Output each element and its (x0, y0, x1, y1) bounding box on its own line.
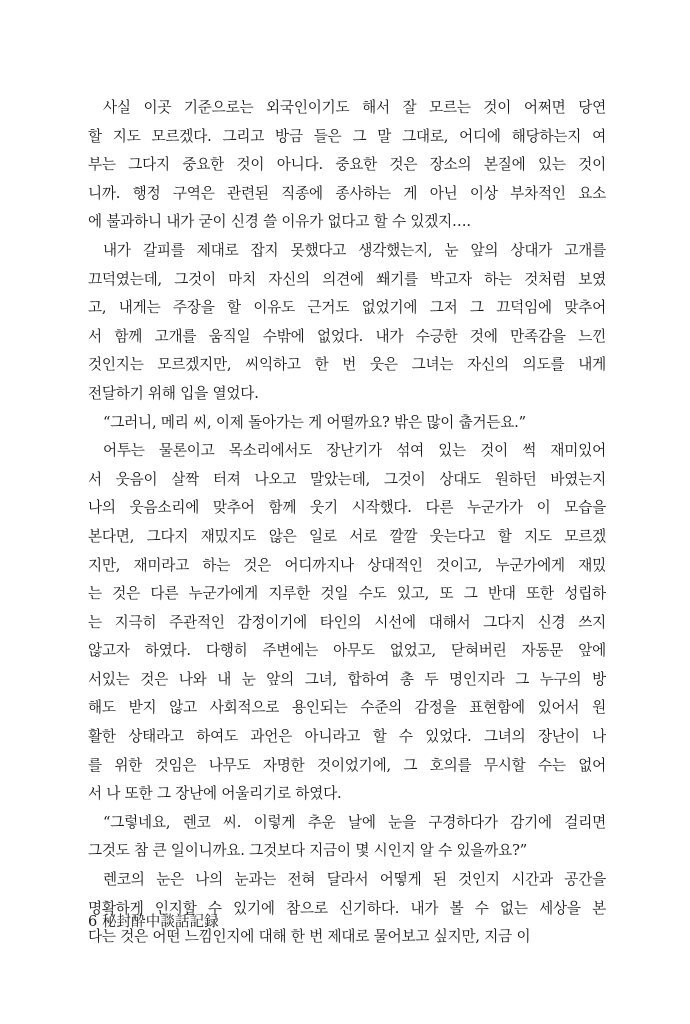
text-line: 내가 갈피를 제대로 잡지 못했다고 생각했는지, 눈 앞의 상대가 고개를 (103, 241, 606, 259)
text-line: 전달하기 위해 입을 열었다. (88, 384, 259, 402)
text-line: 서있는 것은 나와 내 눈 앞의 그녀, 합하여 총 두 명인지라 그 누구의 방 (88, 670, 606, 688)
text-line: 는 지극히 주관적인 감정이기에 타인의 시선에 대해서 그다지 신경 쓰지 (88, 613, 606, 631)
text-line: 다는 것은 어떤 느낌인지에 대해 한 번 제대로 물어보고 싶지만, 지금 이 (88, 928, 531, 946)
text-line: 지만, 재미라고 하는 것은 어디까지나 상대적인 것이고, 누군가에게 재밌 (88, 556, 606, 574)
text-line: 본다면, 그다지 재밌지도 않은 일로 서로 깔깔 웃는다고 할 지도 모르겠 (88, 527, 606, 545)
text-line: 활한 상태라고 하여도 과언은 아니라고 할 수 있었다. 그녀의 장난이 나 (88, 728, 606, 746)
page-number: 6 (88, 913, 98, 930)
text-line: 나의 웃음소리에 맞추어 함께 웃기 시작했다. 다른 누군가가 이 모습을 (88, 499, 606, 517)
text-line: 않고자 하였다. 다행히 주변에는 아무도 없었고, 닫혀버린 자동문 앞에 (88, 642, 606, 660)
text-line: 를 위한 것임은 나무도 자명한 것이었기에, 그 호의를 무시할 수는 없어 (88, 756, 606, 774)
text-line: 니까. 행정 구역은 관련된 직종에 종사하는 게 아닌 이상 부차적인 요소 (88, 184, 606, 202)
body-text (88, 94, 606, 952)
text-line: “그렇네요, 렌코 씨. 이렇게 추운 날에 눈을 구경하다가 감기에 걸리면 (103, 813, 606, 831)
text-line: 에 불과하니 내가 굳이 신경 쓸 이유가 없다고 할 수 있겠지…. (88, 213, 471, 231)
text-line: 는 것은 다른 누군가에게 지루한 것일 수도 있고, 또 그 반대 또한 성립하 (88, 585, 606, 603)
text-line: 고, 내게는 주장을 할 이유도 근거도 없었기에 그저 그 끄덕임에 맞추어 (88, 299, 606, 317)
text-line: 서 함께 고개를 움직일 수밖에 없었다. 내가 수긍한 것에 만족감을 느낀 (88, 327, 606, 345)
text-line: 부는 그다지 중요한 것이 아니다. 중요한 것은 장소의 본질에 있는 것이 (88, 156, 606, 174)
text-line: 것인지는 모르겠지만, 씨익하고 한 번 웃은 그녀는 자신의 의도를 내게 (88, 356, 606, 374)
text-line: 할 지도 모르겠다. 그리고 방금 들은 그 말 그대로, 어디에 해당하는지 여 (88, 127, 606, 145)
text-line: 서 나 또한 그 장난에 어울리기로 하였다. (88, 785, 342, 803)
text-line: 그것도 참 큰 일이니까요. 그것보다 지금이 몇 시인지 알 수 있을까요?” (88, 842, 527, 860)
book-title: 秘封酔中談話記録 (101, 913, 219, 930)
text-line: 렌코의 눈은 나의 눈과는 전혀 달라서 어떻게 된 것인지 시간과 공간을 (103, 871, 606, 889)
text-line: 어투는 물론이고 목소리에서도 장난기가 섞여 있는 것이 썩 재미있어 (103, 442, 606, 460)
text-line: 해도 받지 않고 사회적으로 용인되는 수준의 감정을 표현함에 있어서 원 (88, 699, 606, 717)
text-line: 끄덕였는데, 그것이 마치 자신의 의견에 쐐기를 박고자 하는 것처럼 보였 (88, 270, 606, 288)
text-line: 사실 이곳 기준으로는 외국인이기도 해서 잘 모르는 것이 어쩌면 당연 (103, 99, 606, 116)
text-line: 명확하게 인지할 수 있기에 참으로 신기하다. 내가 볼 수 없는 세상을 본 (88, 899, 606, 917)
text-line: “그러니, 메리 씨, 이제 돌아가는 게 어떨까요? 밖은 많이 춥거든요.” (103, 413, 526, 431)
text-line: 서 웃음이 살짝 터져 나오고 말았는데, 그것이 상대도 원하던 바였는지 (88, 470, 606, 488)
page-footer (88, 908, 219, 936)
